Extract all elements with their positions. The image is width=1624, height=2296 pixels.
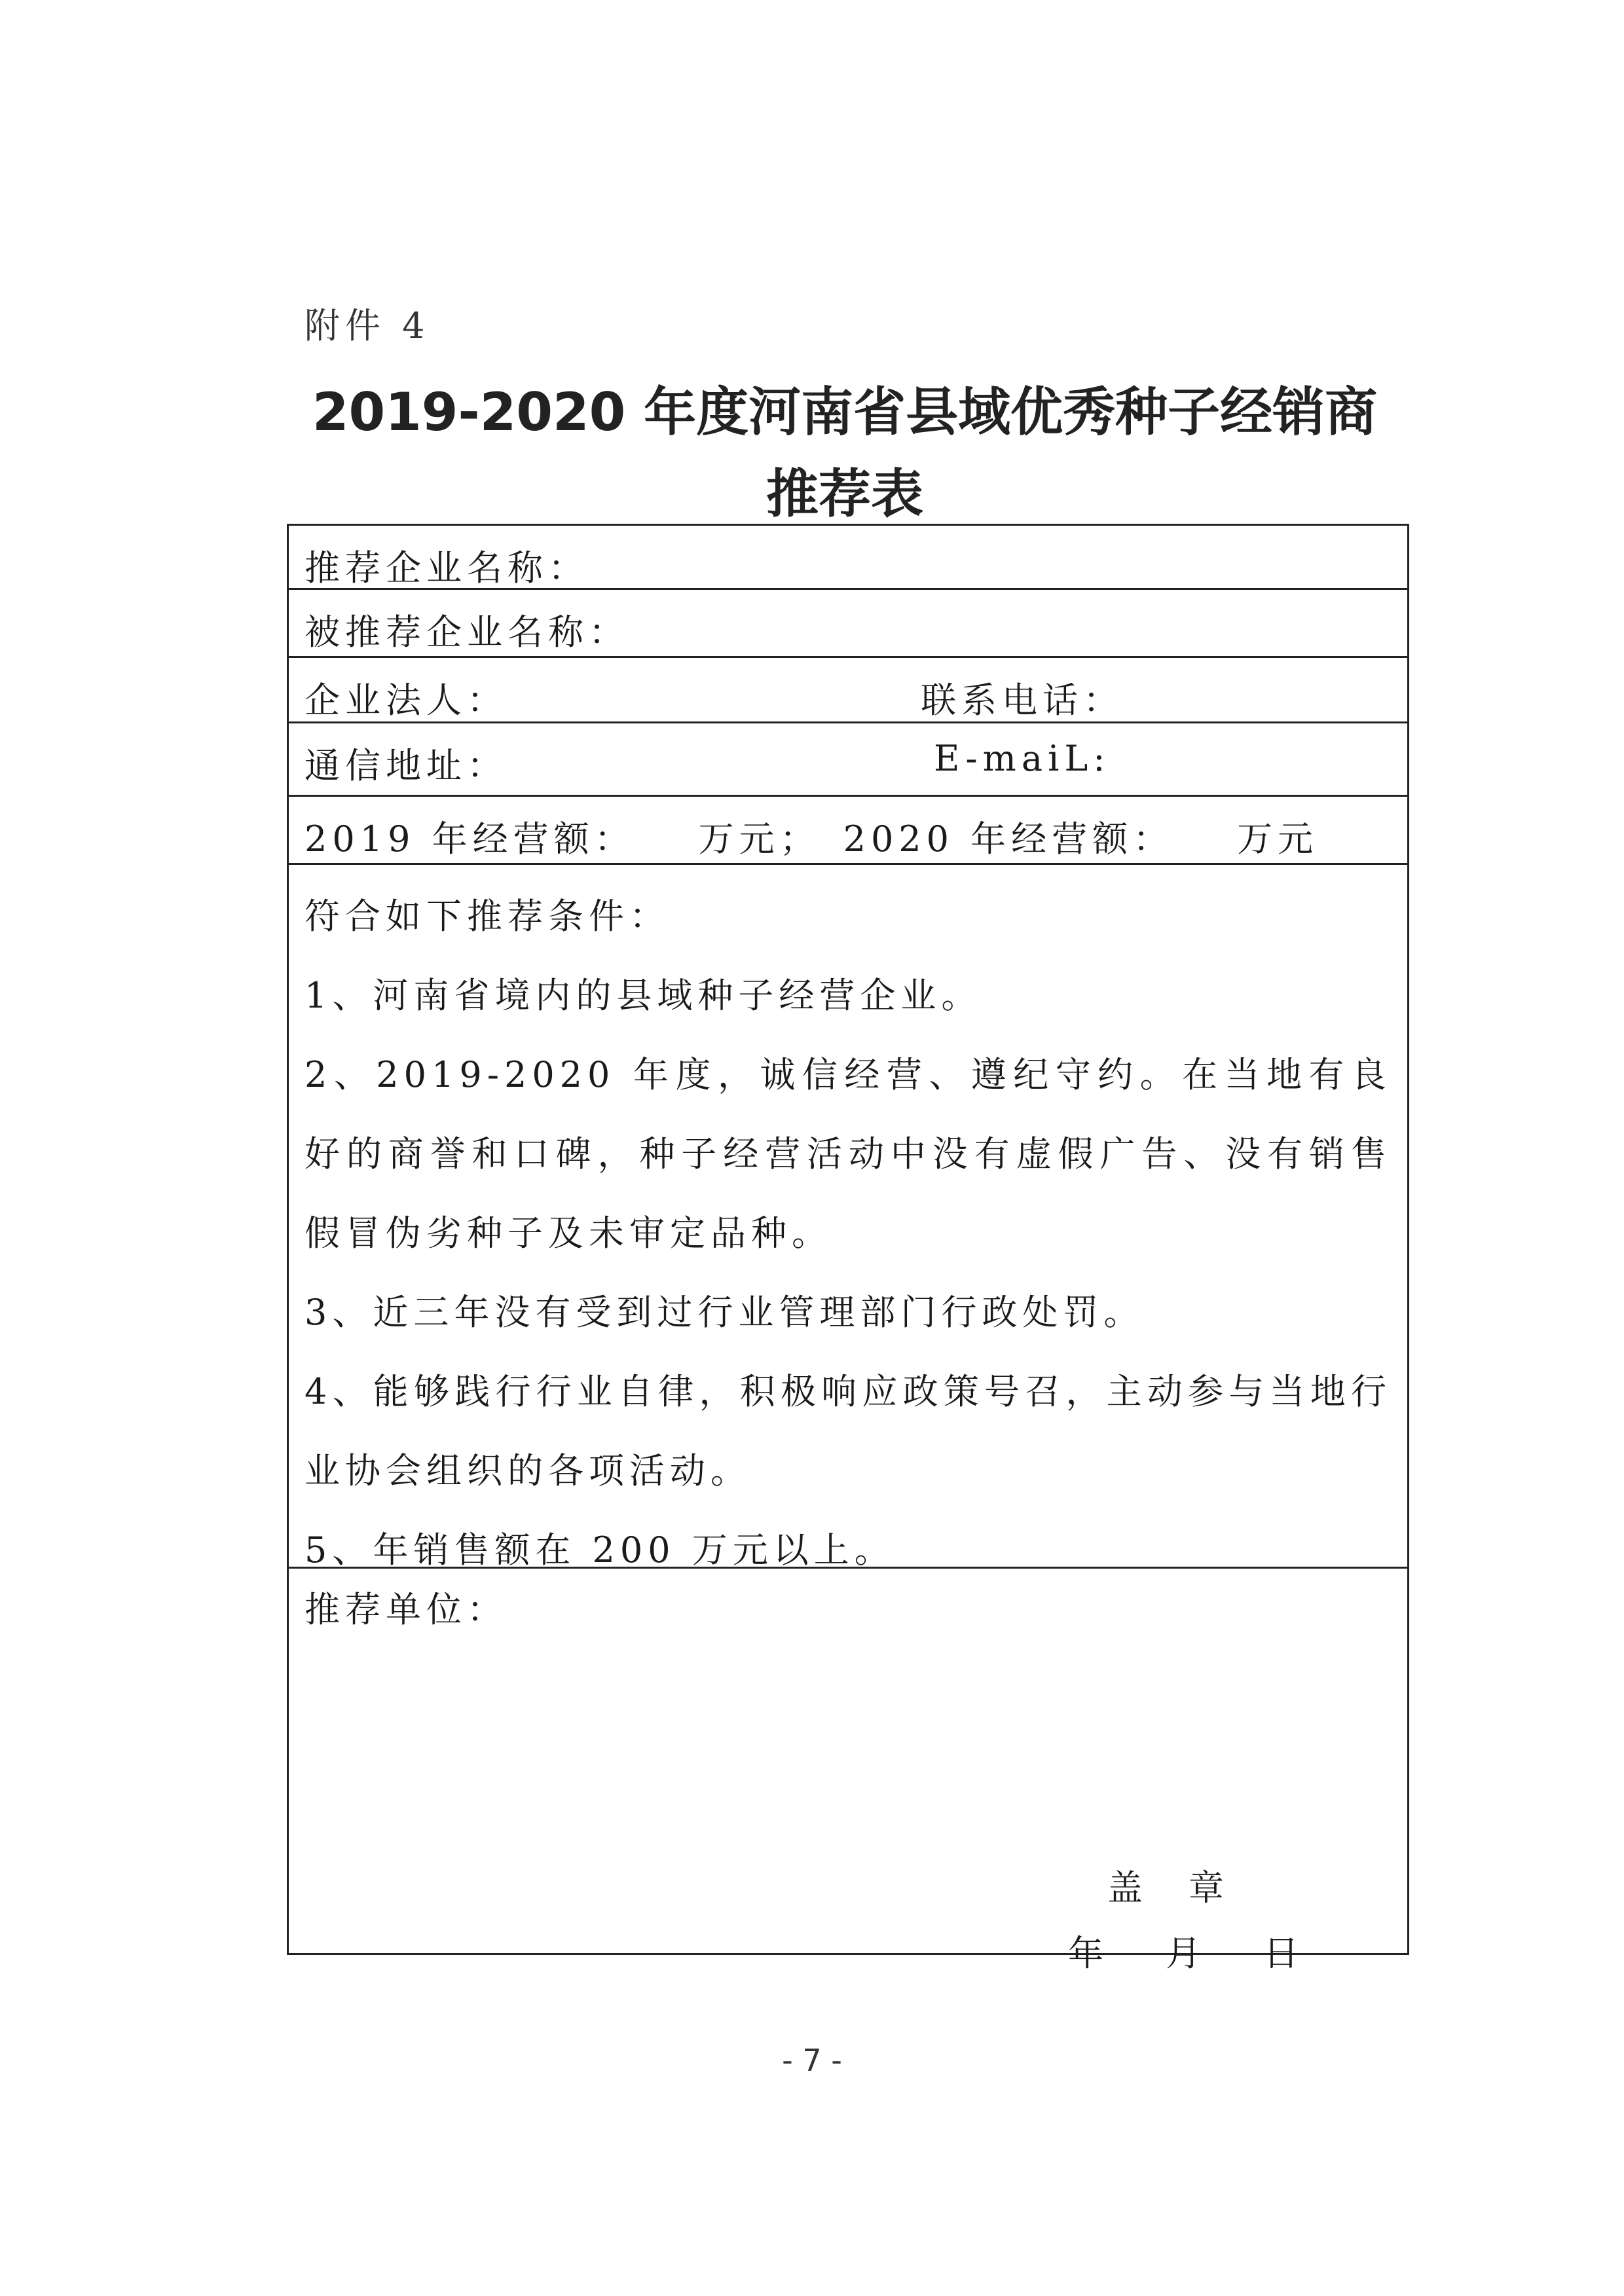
- row-recommending-company: [289, 526, 1407, 590]
- condition-item: 5、年销售额在 200 万元以上。: [304, 1529, 895, 1571]
- row-revenue: [289, 797, 1407, 865]
- date-label: 年 月 日: [1068, 1933, 1304, 1974]
- page-number: - 7 -: [782, 2043, 842, 2078]
- row-conditions: [289, 865, 1407, 1569]
- row-recommender: [289, 1569, 1407, 1974]
- conditions-block: [304, 877, 1392, 1590]
- recommended-company-label: 被推荐企业名称：: [304, 611, 629, 653]
- legal-person-label: 企业法人：: [304, 680, 507, 721]
- attachment-label: 附件 4: [304, 305, 430, 346]
- recommender-label: 推荐单位：: [304, 1589, 507, 1630]
- email-label: E-maiL:: [934, 738, 1111, 779]
- page-title: 2019-2020 年度河南省县域优秀种子经销商: [312, 382, 1378, 443]
- row-recommended-company: [289, 590, 1407, 658]
- condition-item: 4、能够践行行业自律，积极响应政策号召，主动参与当地行业协会组织的各项活动。: [304, 1371, 1392, 1491]
- condition-item: 2、2019-2020 年度，诚信经营、遵纪守约。在当地有良好的商誉和口碑，种子经营活动中没有虚假广告、没有销售假冒伪劣种子及未审定品种。: [304, 1054, 1392, 1254]
- condition-item: 1、河南省境内的县域种子经营企业。: [304, 975, 982, 1016]
- seal-label: 盖 章: [1107, 1867, 1229, 1908]
- condition-item: 3、近三年没有受到过行业管理部门行政处罚。: [304, 1292, 1145, 1333]
- revenue-label: 2019 年经营额： 万元； 2020 年经营额： 万元: [304, 818, 1319, 860]
- row-address: [289, 723, 1407, 797]
- recommendation-form-table: [287, 524, 1409, 1974]
- phone-label: 联系电话：: [921, 680, 1124, 721]
- page-subtitle: 推荐表: [766, 464, 923, 524]
- row-legal-person: [289, 658, 1407, 723]
- conditions-title: 符合如下推荐条件：: [304, 896, 670, 937]
- recommending-company-label: 推荐企业名称：: [304, 547, 589, 589]
- address-label: 通信地址：: [304, 745, 507, 786]
